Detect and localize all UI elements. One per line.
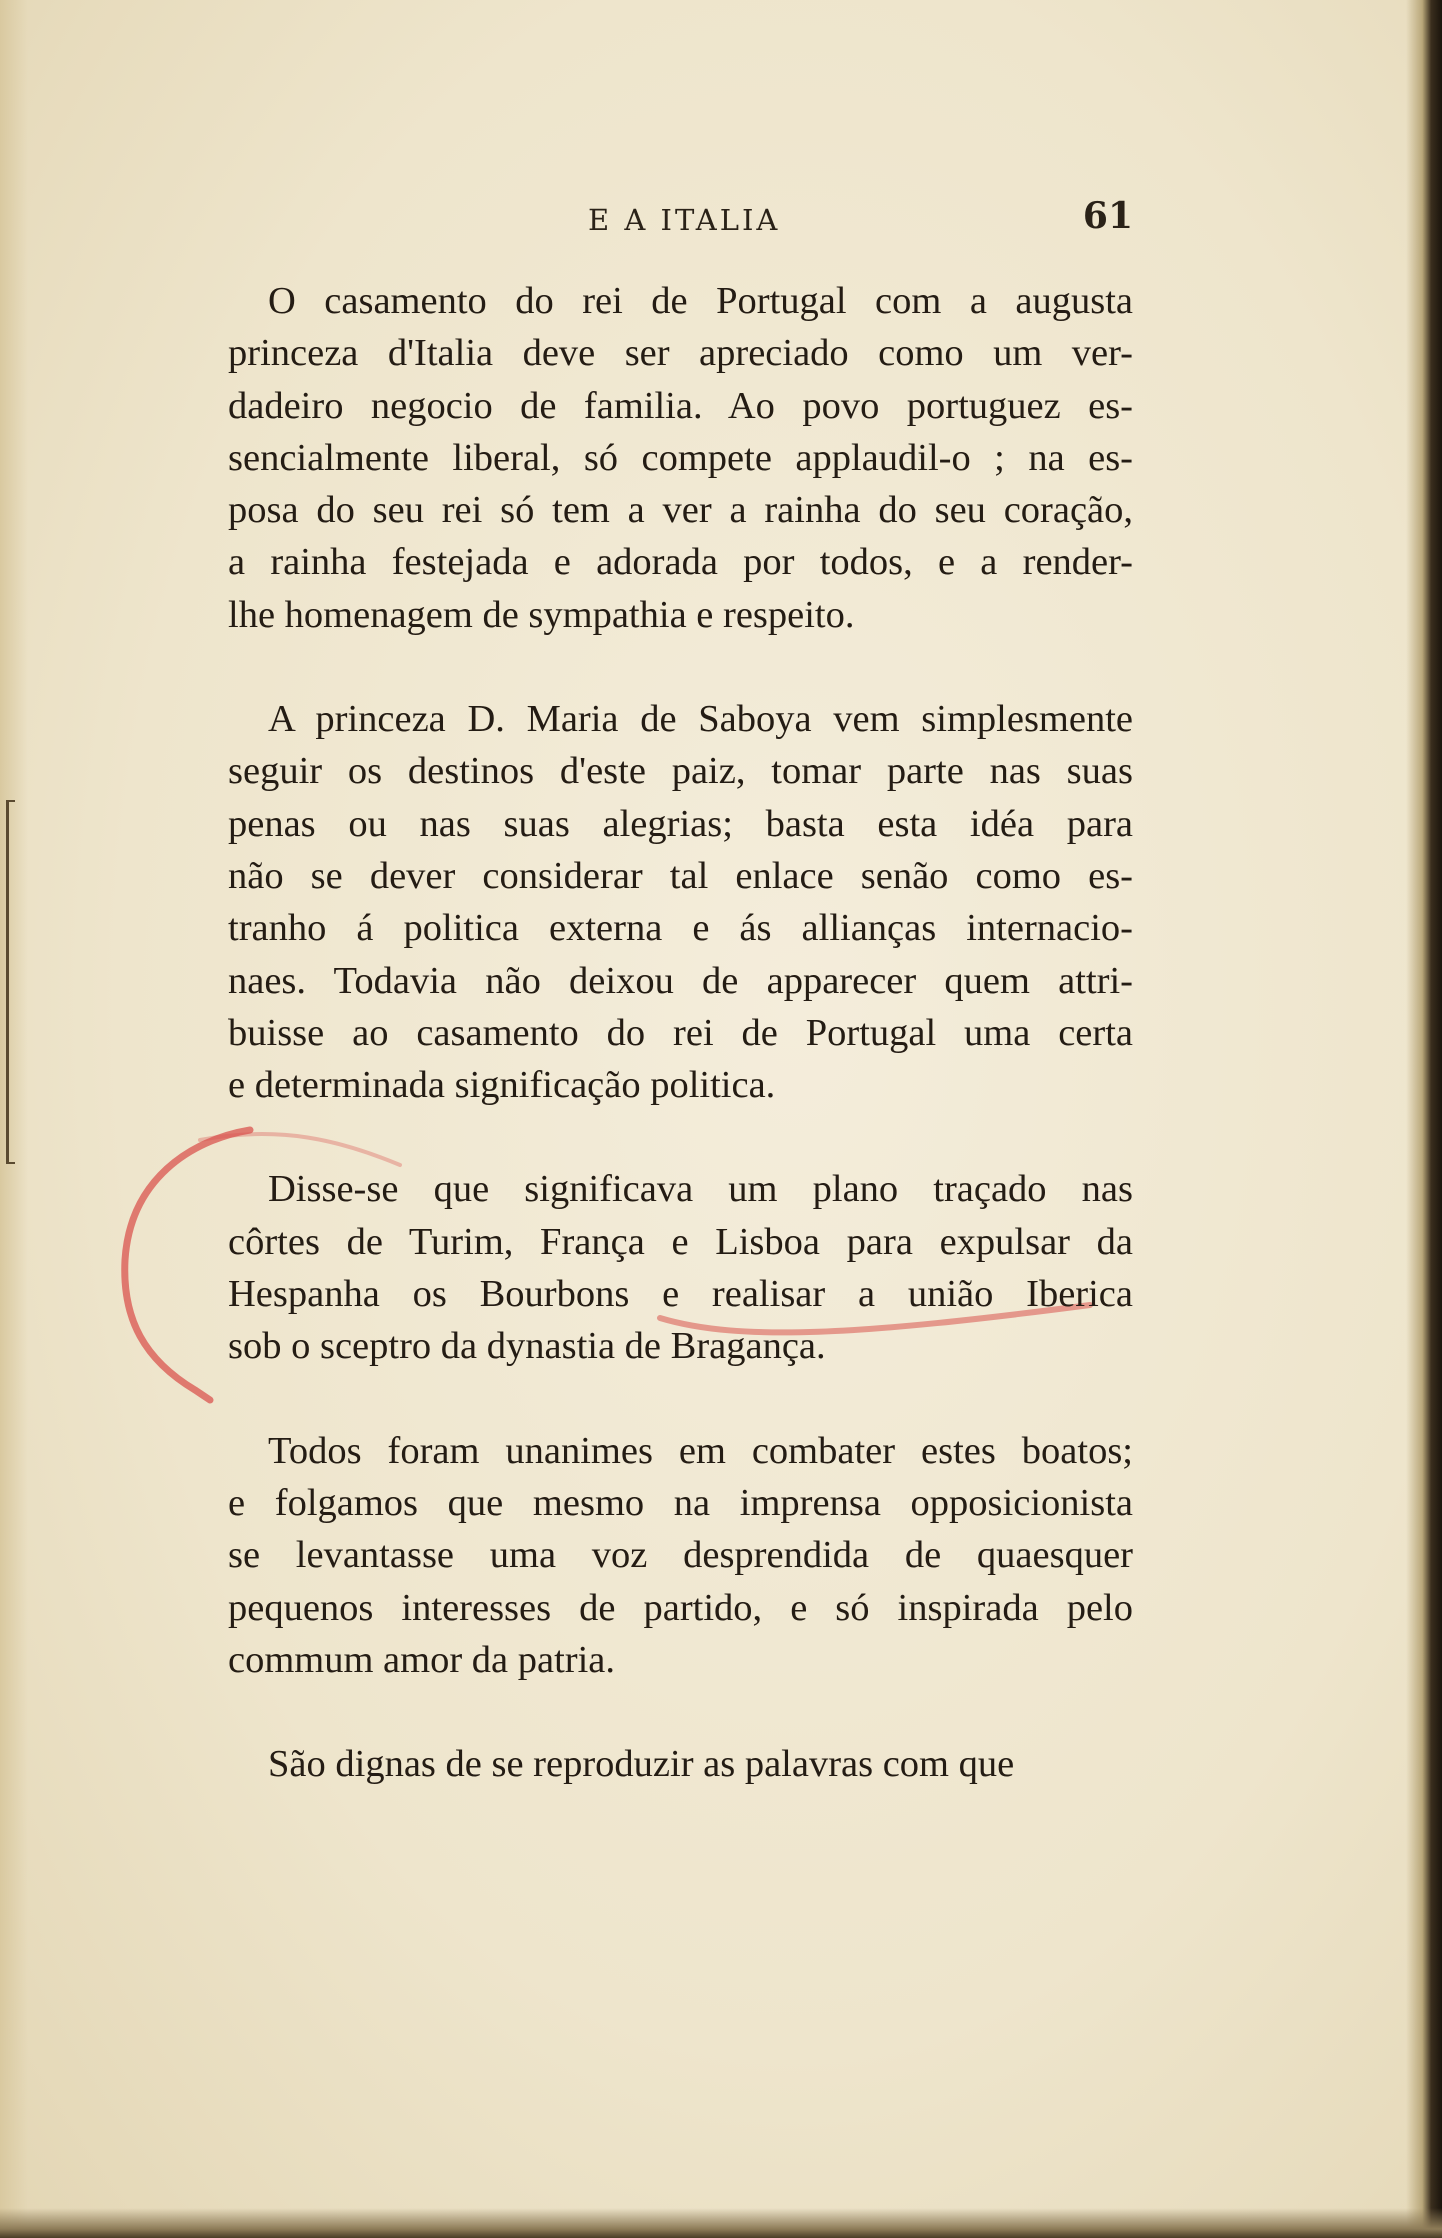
paragraph-3 <box>228 1163 1133 1372</box>
paragraph-5 <box>228 1738 1133 1790</box>
text-line: buisse ao casamento do rei de Portugal uma certa <box>228 1011 1133 1054</box>
text-line: Todos foram unanimes em combater estes boatos; <box>268 1429 1133 1472</box>
paragraph-4 <box>228 1425 1133 1686</box>
text-line: não se dever considerar tal enlace senão como es- <box>228 854 1133 897</box>
text-line: e folgamos que mesmo na imprensa opposicionista <box>228 1481 1133 1524</box>
page-number: 61 <box>1082 195 1133 237</box>
text-line: Hespanha os Bourbons e realisar a união Iberica <box>228 1273 1133 1316</box>
text-line: se levantasse uma voz desprendida de quaesquer <box>228 1534 1133 1577</box>
paragraph-2 <box>228 693 1133 1111</box>
text-line: tranho á politica externa e ás allianças internacio- <box>228 907 1133 950</box>
text-line: princeza d'Italia deve ser apreciado como um ver- <box>228 332 1133 375</box>
text-line: São dignas de se reproduzir as palavras com que <box>268 1743 1015 1786</box>
text-line: O casamento do rei de Portugal com a augusta <box>268 280 1133 322</box>
text-line: pequenos interesses de partido, e só inspirada pelo <box>228 1586 1133 1629</box>
text-line: lhe homenagem de sympathia e respeito. <box>228 593 855 636</box>
text-line: penas ou nas suas alegrias; basta esta idéa para <box>228 802 1133 845</box>
text-line: naes. Todavia não deixou de apparecer quem attri- <box>228 959 1133 1002</box>
running-head: E A ITALIA <box>588 203 781 237</box>
text-line: posa do seu rei só tem a ver a rainha do seu coração, <box>228 489 1133 532</box>
text-line: côrtes de Turim, França e Lisboa para expulsar da <box>228 1220 1133 1263</box>
page-header <box>228 195 1133 245</box>
text-line: dadeiro negocio de familia. Ao povo portuguez es- <box>228 384 1133 427</box>
text-line: Disse-se que significava um plano traçado nas <box>268 1168 1133 1211</box>
text-line: e determinada significação politica. <box>228 1064 776 1107</box>
text-line: sencialmente liberal, só compete applaudil-o ; na es- <box>228 436 1133 479</box>
text-line: sob o sceptro da dynastia de Bragança. <box>228 1325 826 1368</box>
text-line: a rainha festejada e adorada por todos, e a render- <box>228 541 1133 584</box>
binding-mark <box>6 800 15 1164</box>
paragraph-1 <box>228 275 1133 641</box>
body-text <box>228 275 1133 1790</box>
page-right-edge <box>1406 0 1442 2238</box>
text-line: commum amor da patria. <box>228 1638 616 1681</box>
text-line: seguir os destinos d'este paiz, tomar parte nas suas <box>228 750 1133 793</box>
page-bottom-edge <box>0 2208 1442 2238</box>
text-line: A princeza D. Maria de Saboya vem simplesmente <box>268 698 1133 741</box>
